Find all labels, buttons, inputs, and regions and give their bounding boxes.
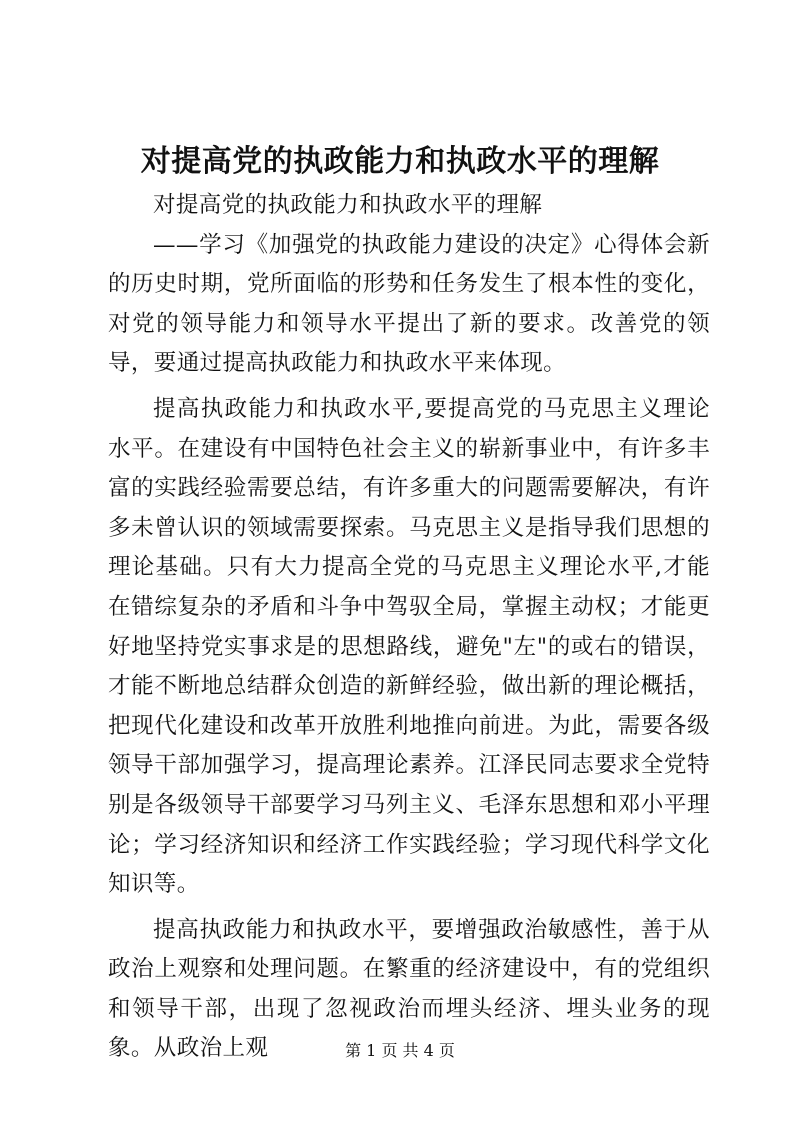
page-number-footer: 第 1 页 共 4 页 [345, 1041, 455, 1060]
document-body [108, 186, 710, 1069]
document-title: 对提高党的执政能力和执政水平的理解 [140, 144, 660, 179]
paragraph-theory: 提高执政能力和执政水平,要提高党的马克思主义理论水平。在建设有中国特色社会主义的崭新事业中，有许多丰富的实践经验需要总结，有许多重大的问题需要解决，有许多未曾认识的领域需要探索。马克思主义是指导我们思想的理论基础。只有大力提高全党的马克思主义理论水平,才能在错综复杂的矛盾和斗争中驾驭全局，掌握主动权；才能更好地坚持党实事求是的思想路线，避免"左"的或右的错误，才能不断地总结群众创造的新鲜经验，做出新的理论概括，把现代化建设和改革开放胜利地推向前进。为此，需要各级领导干部加强学习，提高理论素养。江泽民同志要求全党特别是各级领导干部要学习马列主义、毛泽东思想和邓小平理论；学习经济知识和经济工作实践经验；学习现代科学文化知识等。 [108, 395, 710, 898]
paragraph-intro: ——学习《加强党的执政能力建设的决定》心得体会新的历史时期，党所面临的形势和任务发生了根本性的变化，对党的领导能力和领导水平提出了新的要求。改善党的领导，要通过提高执政能力和执政水平来体现。 [108, 231, 710, 377]
paragraph-politics: 提高执政能力和执政水平，要增强政治敏感性，善于从政治上观察和处理问题。在繁重的经济建设中，有的党组织和领导干部，出现了忽视政治而埋头经济、埋头业务的现象。从政治上观 [108, 916, 710, 1062]
paragraph-subtitle: 对提高党的执政能力和执政水平的理解 [153, 192, 543, 218]
